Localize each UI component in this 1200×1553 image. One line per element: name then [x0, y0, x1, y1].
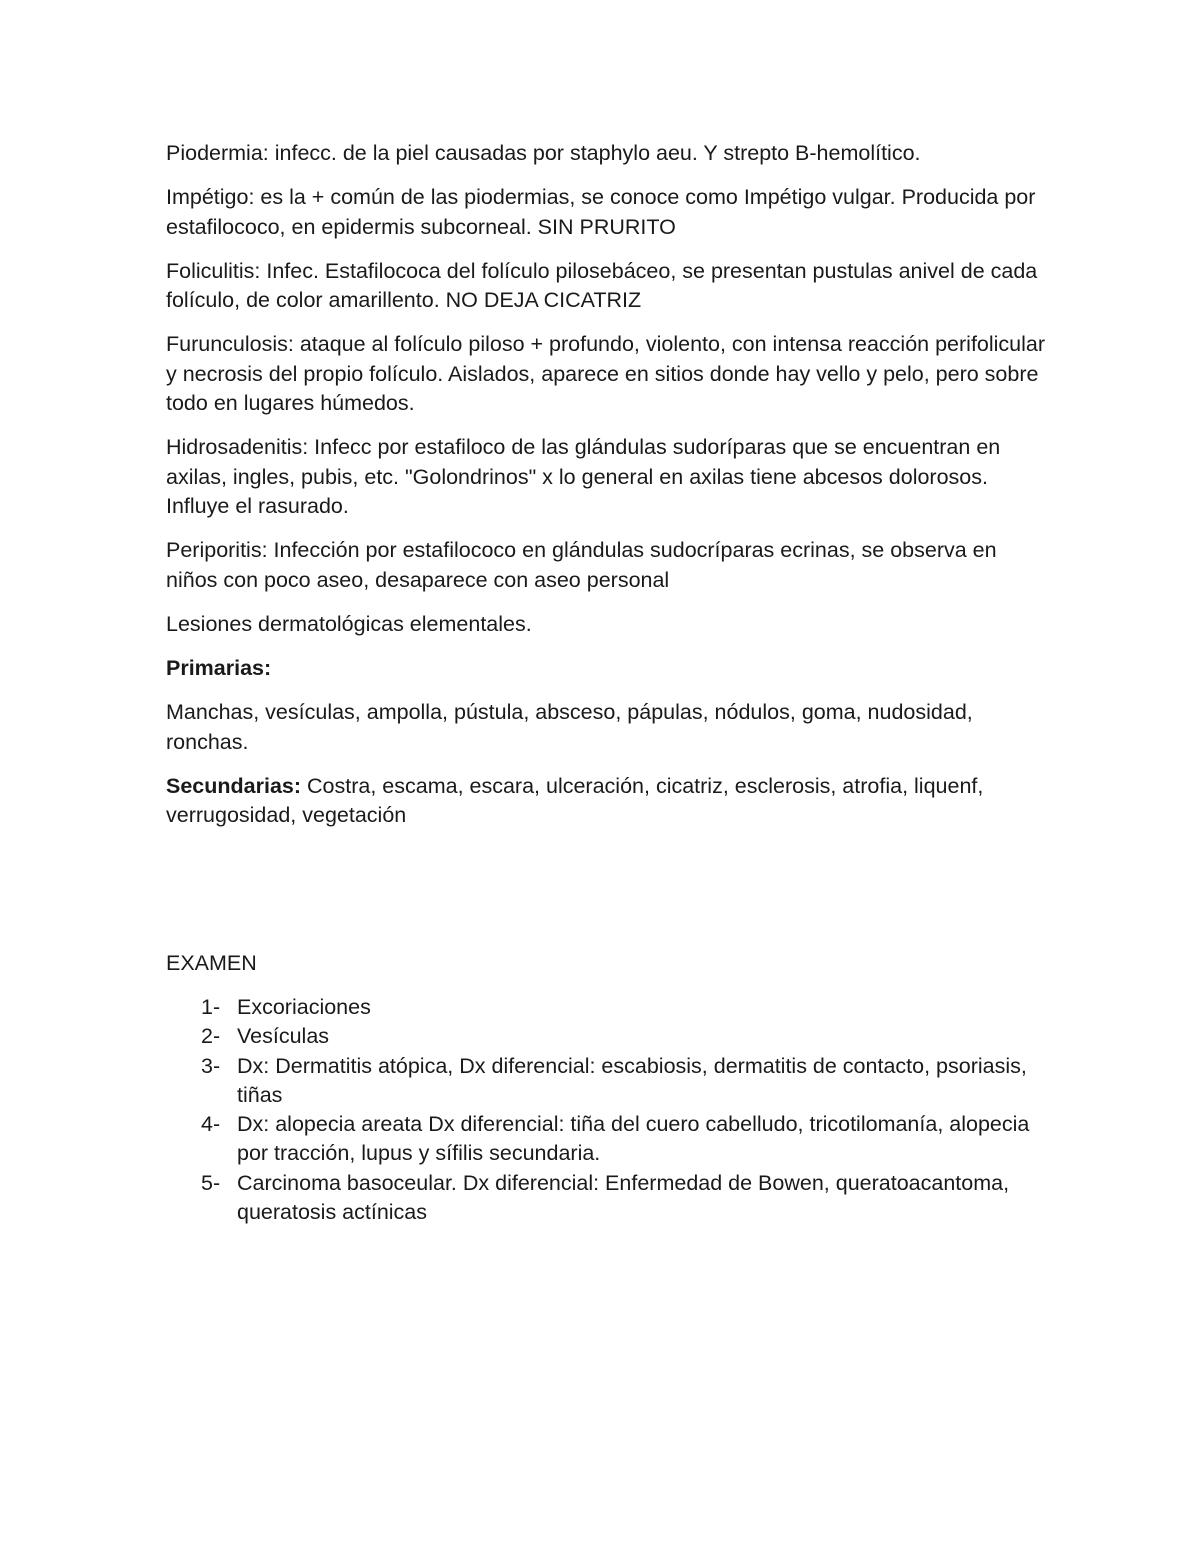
exam-item — [166, 1110, 1046, 1169]
paragraph-foliculitis: Foliculitis: Infec. Estafilococa del folículo pilosebáceo, se presentan pustulas anivel de cada folículo, de color amarillento. NO DEJA CICATRIZ — [166, 258, 1038, 313]
blank-space — [166, 846, 1046, 949]
exam-title: EXAMEN — [166, 950, 257, 975]
paragraph-impetigo: Impétigo: es la + común de las piodermias, se conoce como Impétigo vulgar. Producida por estafilococo, en epidermis subcorneal. SIN PRURITO — [166, 185, 1036, 239]
exam-item-text: Vesículas — [237, 1024, 330, 1049]
exam-item-text: Dx: alopecia areata Dx diferencial: tiña del cuero cabelludo, tricotilomanía, alopecia por tracción, lupus y sífilis secundaria. — [237, 1112, 1030, 1166]
exam-item — [166, 1052, 1046, 1111]
exam-list — [166, 993, 1046, 1227]
exam-item-number: 4- — [201, 1112, 221, 1137]
exam-item-text: Carcinoma basoceular. Dx diferencial: Enfermedad de Bowen, queratoacantoma, queratosis actínicas — [237, 1170, 1010, 1225]
secundarias-text: Costra, escama, escara, ulceración, cicatriz, esclerosis, atrofia, liquenf, verrugosidad, vegetación — [166, 774, 984, 828]
document-page — [166, 139, 1046, 1227]
secundarias-label: Secundarias: — [166, 774, 302, 799]
exam-item — [166, 993, 1046, 1022]
primarias-text: Manchas, vesículas, ampolla, pústula, absceso, pápulas, nódulos, goma, nudosidad, ronchas. — [166, 700, 973, 754]
exam-item — [166, 1022, 1046, 1051]
exam-item-number: 5- — [201, 1170, 221, 1195]
exam-item-number: 2- — [201, 1024, 221, 1049]
paragraph-piodermia: Piodermia: infecc. de la piel causadas por staphylo aeu. Y strepto B-hemolítico. — [166, 141, 921, 165]
secundarias-paragraph — [166, 772, 1046, 831]
primarias-heading: Primarias: — [166, 656, 272, 681]
paragraph-periporitis: Periporitis: Infección por estafilococo en glándulas sudocríparas ecrinas, se observa en niños con poco aseo, desaparece con aseo personal — [166, 538, 997, 592]
exam-item-text: Excoriaciones — [237, 994, 371, 1019]
paragraph-furunculosis: Furunculosis: ataque al folículo piloso + profundo, violento, con intensa reacción perifolicular y necrosis del propio folículo. Aislados, aparece en sitios donde hay vello y pelo, pero sobre todo en lugares húmedos. — [166, 332, 1046, 416]
exam-item — [166, 1169, 1046, 1228]
exam-item-text: Dx: Dermatitis atópica, Dx diferencial: escabiosis, dermatitis de contacto, psoriasis, tiñas — [237, 1053, 1027, 1107]
exam-item-number: 1- — [201, 994, 221, 1019]
paragraph-hidrosadenitis: Hidrosadenitis: Infecc por estafiloco de las glándulas sudoríparas que se encuentran en axilas, ingles, pubis, etc. "Golondrinos" x lo general en axilas tiene abcesos dolorosos. Influye el rasurado. — [166, 435, 1001, 518]
paragraph-lesiones: Lesiones dermatológicas elementales. — [166, 611, 532, 636]
exam-item-number: 3- — [201, 1053, 221, 1078]
